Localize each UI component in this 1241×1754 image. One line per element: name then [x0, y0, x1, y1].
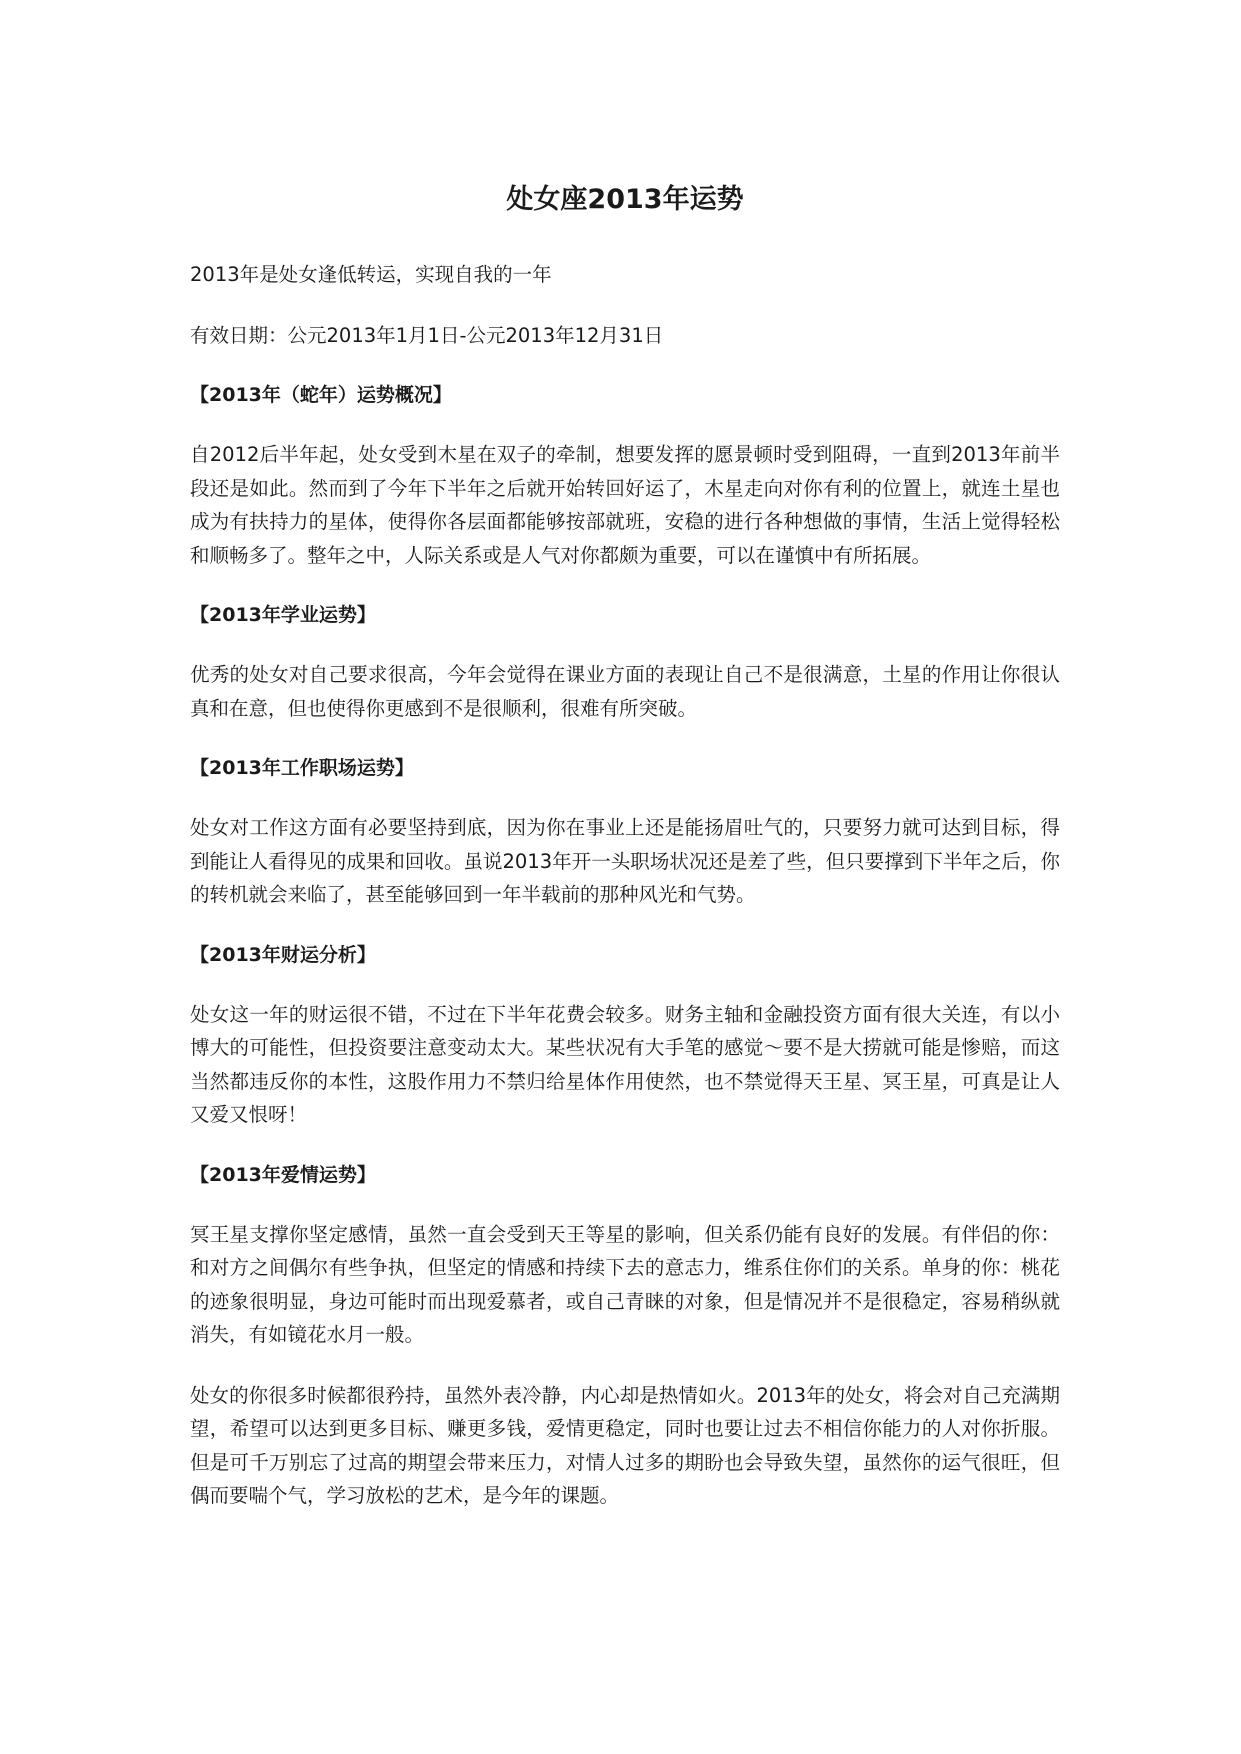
section-paragraph-study: 优秀的处女对自己要求很高，今年会觉得在课业方面的表现让自己不是很满意，土星的作用让你很认真和在意，但也使得你更感到不是很顺利，很难有所突破。 — [190, 663, 1060, 720]
document-page — [190, 180, 1060, 1540]
document-title: 处女座2013年运势 — [506, 184, 744, 215]
section-paragraph-wealth: 处女这一年的财运很不错，不过在下半年花费会较多。财务主轴和金融投资方面有很大关连，有以小博大的可能性，但投资要注意变动太大。某些状况有大手笔的感觉～要不是大捞就可能是惨赔，而这当然都违反你的本性，这股作用力不禁归给星体作用使然，也不禁觉得天王星、冥王星，可真是让人又爱又恨呀！ — [190, 1002, 1060, 1126]
section-paragraph-love-summary: 处女的你很多时候都很矜持，虽然外表冷静，内心却是热情如火。2013年的处女，将会对自己充满期望，希望可以达到更多目标、赚更多钱，爱情更稳定，同时也要让过去不相信你能力的人对你折服。但是可千万别忘了过高的期望会带来压力，对情人过多的期盼也会导致失望，虽然你的运气很旺，但偶而要喘个气，学习放松的艺术，是今年的课题。 — [190, 1383, 1060, 1507]
section-heading-career: 【2013年工作职场运势】 — [190, 757, 414, 779]
section-paragraph-overview: 自2012后半年起，处女受到木星在双子的牵制，想要发挥的愿景顿时受到阻碍，一直到2013年前半段还是如此。然而到了今年下半年之后就开始转回好运了，木星走向对你有利的位置上，就连土星也成为有扶持力的星体，使得你各层面都能够按部就班，安稳的进行各种想做的事情，生活上觉得轻松和顺畅多了。整年之中，人际关系或是人气对你都颇为重要，可以在谨慎中有所拓展。 — [190, 443, 1060, 567]
section-paragraph-love: 冥王星支撑你坚定感情，虽然一直会受到天王等星的影响，但关系仍能有良好的发展。有伴侣的你：和对方之间偶尔有些争执，但坚定的情感和持续下去的意志力，维系住你们的关系。单身的你：桃花的迹象很明显，身边可能时而出现爱慕者，或自己青睐的对象，但是情况并不是很稳定，容易稍纵就消失，有如镜花水月一般。 — [190, 1222, 1060, 1346]
section-paragraph-career: 处女对工作这方面有必要坚持到底，因为你在事业上还是能扬眉吐气的，只要努力就可达到目标，得到能让人看得见的成果和回收。虽说2013年开一头职场状况还是差了些，但只要撑到下半年之后，你的转机就会来临了，甚至能够回到一年半载前的那种风光和气势。 — [190, 816, 1060, 906]
section-heading-overview: 【2013年（蛇年）运势概况】 — [190, 384, 452, 406]
section-heading-study: 【2013年学业运势】 — [190, 604, 376, 626]
section-heading-wealth: 【2013年财运分析】 — [190, 943, 376, 966]
section-heading-love: 【2013年爱情运势】 — [190, 1163, 376, 1186]
document-subtitle: 2013年是处女逢低转运，实现自我的一年 — [190, 263, 552, 286]
valid-period: 有效日期：公元2013年1月1日-公元2013年12月31日 — [190, 323, 664, 347]
